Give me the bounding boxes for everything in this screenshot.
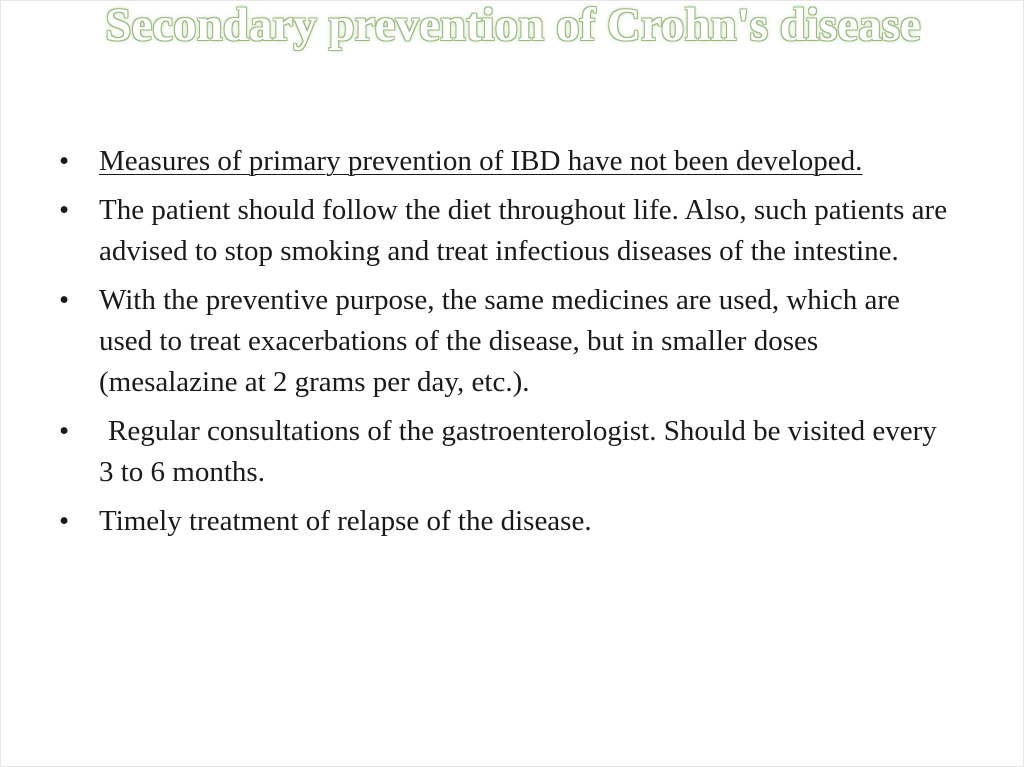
bullet-text-relapse: Timely treatment of relapse of the disease. xyxy=(99,505,592,537)
bullet-icon: • xyxy=(59,415,70,447)
slide-title: Secondary prevention of Crohn's disease xyxy=(105,0,921,51)
bullet-text-consultations: Regular consultations of the gastroenterologist. Should be visited every 3 to 6 months. xyxy=(99,415,937,488)
bullet-icon: • xyxy=(59,194,70,226)
bullet-icon: • xyxy=(59,505,70,537)
bullet-item xyxy=(59,501,949,542)
bullet-text-diet: The patient should follow the diet throughout life. Also, such patients are advised to stop smoking and treat infectious diseases of the intestine. xyxy=(99,194,948,267)
bullet-icon: • xyxy=(59,145,70,177)
bullet-text-medicines: With the preventive purpose, the same medicines are used, which are used to treat exacerbations of the disease, but in smaller doses (mesalazine at 2 grams per day, etc.). xyxy=(99,284,900,398)
bullet-item xyxy=(59,411,949,493)
bullet-item xyxy=(59,280,949,403)
bullet-item xyxy=(59,190,949,272)
bullet-item xyxy=(59,141,949,182)
bullet-text-primary-prevention: Measures of primary prevention of IBD have not been developed. xyxy=(99,145,863,177)
bullet-icon: • xyxy=(59,284,70,316)
bullet-list xyxy=(59,141,949,550)
